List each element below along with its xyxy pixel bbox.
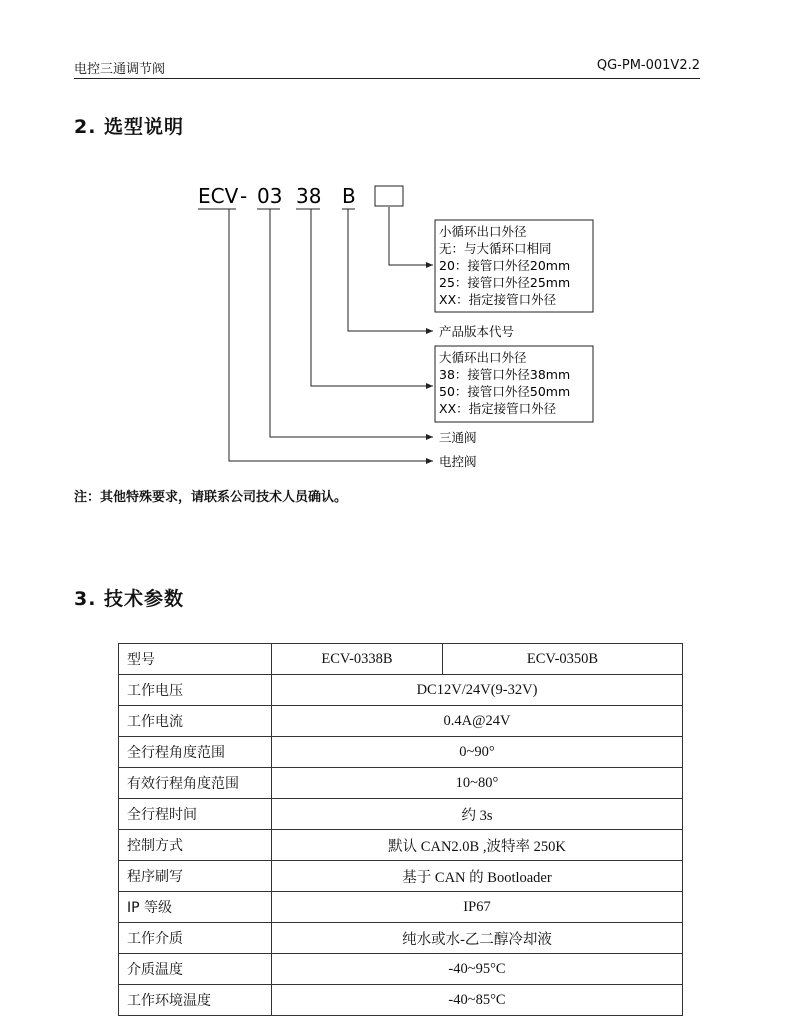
- row-value: 0~90°: [272, 737, 683, 768]
- row-label: 有效行程角度范围: [119, 768, 272, 799]
- row-value: 纯水或水-乙二醇冷却液: [272, 923, 683, 954]
- header-doc-number: QG-PM-001V2.2: [596, 58, 700, 73]
- row-value: 默认 CAN2.0B ,波特率 250K: [272, 830, 683, 861]
- table-row: [119, 799, 683, 830]
- table-row: [119, 830, 683, 861]
- row-value: -40~85°C: [272, 985, 683, 1016]
- row-value: DC12V/24V(9-32V): [272, 675, 683, 706]
- header-doc-title: 电控三通调节阀: [74, 62, 166, 77]
- code-seg-b: B: [342, 184, 356, 208]
- row-value: IP67: [272, 892, 683, 923]
- table-row: [119, 861, 683, 892]
- row-label: 工作介质: [119, 923, 272, 954]
- large-loop-box-text: [439, 350, 570, 416]
- code-blank-box: [375, 186, 403, 206]
- code-prefix: ECV: [198, 184, 239, 208]
- large-loop-line: 50：接管口外径50mm: [439, 384, 571, 399]
- row-label: IP 等级: [119, 892, 272, 923]
- row-value: 基于 CAN 的 Bootloader: [272, 861, 683, 892]
- model-label: 型号: [119, 644, 272, 675]
- spec-table: [118, 643, 683, 1016]
- version-code-label: 产品版本代号: [439, 324, 515, 339]
- row-label: 工作环境温度: [119, 985, 272, 1016]
- code-seg-38: 38: [296, 184, 322, 208]
- small-loop-line: XX：指定接管口外径: [439, 292, 557, 307]
- row-value: 0.4A@24V: [272, 706, 683, 737]
- model-0350b: ECV-0350B: [443, 644, 683, 675]
- row-value: -40~95°C: [272, 954, 683, 985]
- section3-title: 3. 技术参数: [74, 588, 185, 610]
- large-loop-line: 大循环出口外径: [439, 350, 527, 365]
- table-row: [119, 768, 683, 799]
- table-row: [119, 954, 683, 985]
- code-dash: -: [240, 184, 248, 208]
- model-code-diagram: [0, 0, 800, 480]
- row-value: 10~80°: [272, 768, 683, 799]
- small-loop-line: 小循环出口外径: [439, 224, 527, 239]
- table-row: [119, 985, 683, 1016]
- row-label: 程序刷写: [119, 861, 272, 892]
- row-label: 工作电流: [119, 706, 272, 737]
- connector-lines: [229, 207, 433, 461]
- table-row: [119, 892, 683, 923]
- model-0338b: ECV-0338B: [272, 644, 443, 675]
- large-loop-line: 38：接管口外径38mm: [439, 367, 571, 382]
- table-header-row: [119, 644, 683, 675]
- large-loop-line: XX：指定接管口外径: [439, 401, 557, 416]
- table-row: [119, 737, 683, 768]
- small-loop-line: 25：接管口外径25mm: [439, 275, 571, 290]
- electric-valve-label: 电控阀: [439, 454, 477, 469]
- small-loop-line: 20：接管口外径20mm: [439, 258, 571, 273]
- small-loop-line: 无：与大循环口相同: [439, 241, 552, 256]
- row-label: 全行程角度范围: [119, 737, 272, 768]
- row-label: 控制方式: [119, 830, 272, 861]
- row-label: 全行程时间: [119, 799, 272, 830]
- row-value: 约 3s: [272, 799, 683, 830]
- table-row: [119, 706, 683, 737]
- three-way-valve-label: 三通阀: [439, 430, 477, 445]
- table-row: [119, 675, 683, 706]
- selection-note: 注：其他特殊要求，请联系公司技术人员确认。: [74, 490, 348, 505]
- small-loop-box-text: [439, 224, 570, 307]
- row-label: 工作电压: [119, 675, 272, 706]
- section2-title: 2. 选型说明: [74, 116, 185, 138]
- table-row: [119, 923, 683, 954]
- code-seg-03: 03: [257, 184, 283, 208]
- row-label: 介质温度: [119, 954, 272, 985]
